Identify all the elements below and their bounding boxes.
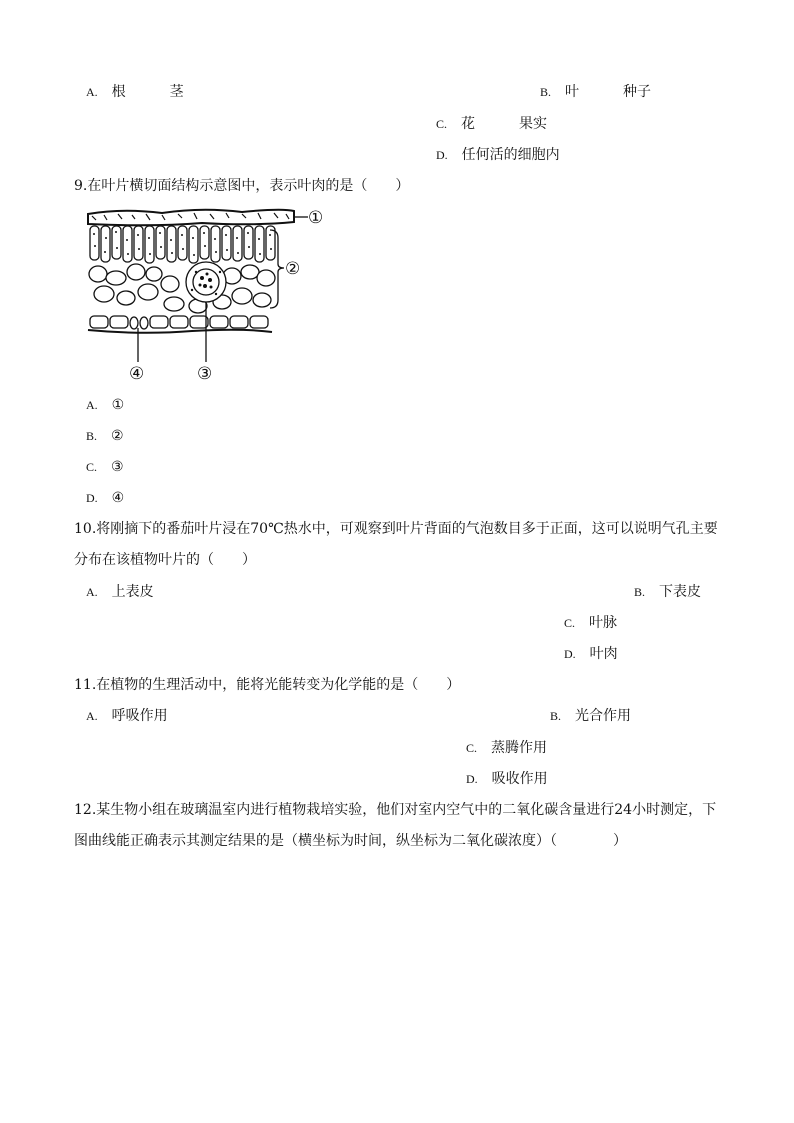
- q11-option-c: C. 蒸腾作用: [466, 740, 548, 756]
- option-letter: C.: [564, 616, 576, 630]
- q12-stem-line1: 12.某生物小组在玻璃温室内进行植物栽培实验，他们对室内空气中的二氧化碳含量进行24小时测定，下: [74, 802, 717, 818]
- q9-option-d: D. ④: [86, 490, 125, 506]
- q8-option-a: A. 根 茎: [86, 84, 184, 100]
- q11-option-a: A. 呼吸作用: [86, 708, 168, 724]
- option-letter: A.: [86, 709, 98, 723]
- q11-option-b: B. 光合作用: [550, 708, 632, 724]
- leaf-cross-section-diagram: [82, 202, 342, 384]
- q10-option-c: C. 叶脉: [564, 615, 618, 631]
- option-letter: C.: [436, 117, 448, 131]
- q8-option-c: C. 花 果实: [436, 116, 548, 132]
- q8-option-d: D. 任何活的细胞内: [436, 147, 560, 163]
- figure-label-1: ①: [308, 208, 324, 228]
- option-letter: A.: [86, 85, 98, 99]
- q11-option-d: D. 吸收作用: [466, 771, 548, 787]
- option-letter: B.: [540, 85, 552, 99]
- option-letter: D.: [466, 772, 478, 786]
- q8-option-b: B. 叶 种子: [540, 84, 652, 100]
- q10-stem-line1: 10.将刚摘下的番茄叶片浸在70℃热水中，可观察到叶片背面的气泡数目多于正面，这可以说明气孔主要: [74, 521, 718, 537]
- option-letter: B.: [550, 709, 562, 723]
- option-letter: B.: [634, 585, 646, 599]
- q11-stem: 11.在植物的生理活动中，能将光能转变为化学能的是（ ）: [74, 677, 461, 693]
- option-letter: C.: [466, 741, 478, 755]
- q10-stem-line2: 分布在该植物叶片的（ ）: [74, 552, 256, 568]
- q9-stem: 9.在叶片横切面结构示意图中，表示叶肉的是（ ）: [74, 178, 410, 194]
- option-letter: D.: [86, 491, 98, 505]
- q9-option-c: C. ③: [86, 459, 124, 475]
- figure-label-2: ②: [285, 259, 301, 279]
- option-letter: A.: [86, 398, 98, 412]
- option-letter: C.: [86, 460, 98, 474]
- q10-option-d: D. 叶肉: [564, 646, 618, 662]
- q10-option-a: A. 上表皮: [86, 584, 154, 600]
- option-letter: D.: [436, 148, 448, 162]
- figure-label-4: ④: [129, 364, 145, 384]
- q10-option-b: B. 下表皮: [634, 584, 702, 600]
- q12-stem-line2: 图曲线能正确表示其测定结果的是（横坐标为时间，纵坐标为二氧化碳浓度）（ ）: [74, 833, 627, 849]
- option-letter: D.: [564, 647, 576, 661]
- q9-option-a: A. ①: [86, 397, 125, 413]
- figure-label-3: ③: [197, 364, 213, 384]
- option-letter: B.: [86, 429, 98, 443]
- q9-option-b: B. ②: [86, 428, 124, 444]
- option-letter: A.: [86, 585, 98, 599]
